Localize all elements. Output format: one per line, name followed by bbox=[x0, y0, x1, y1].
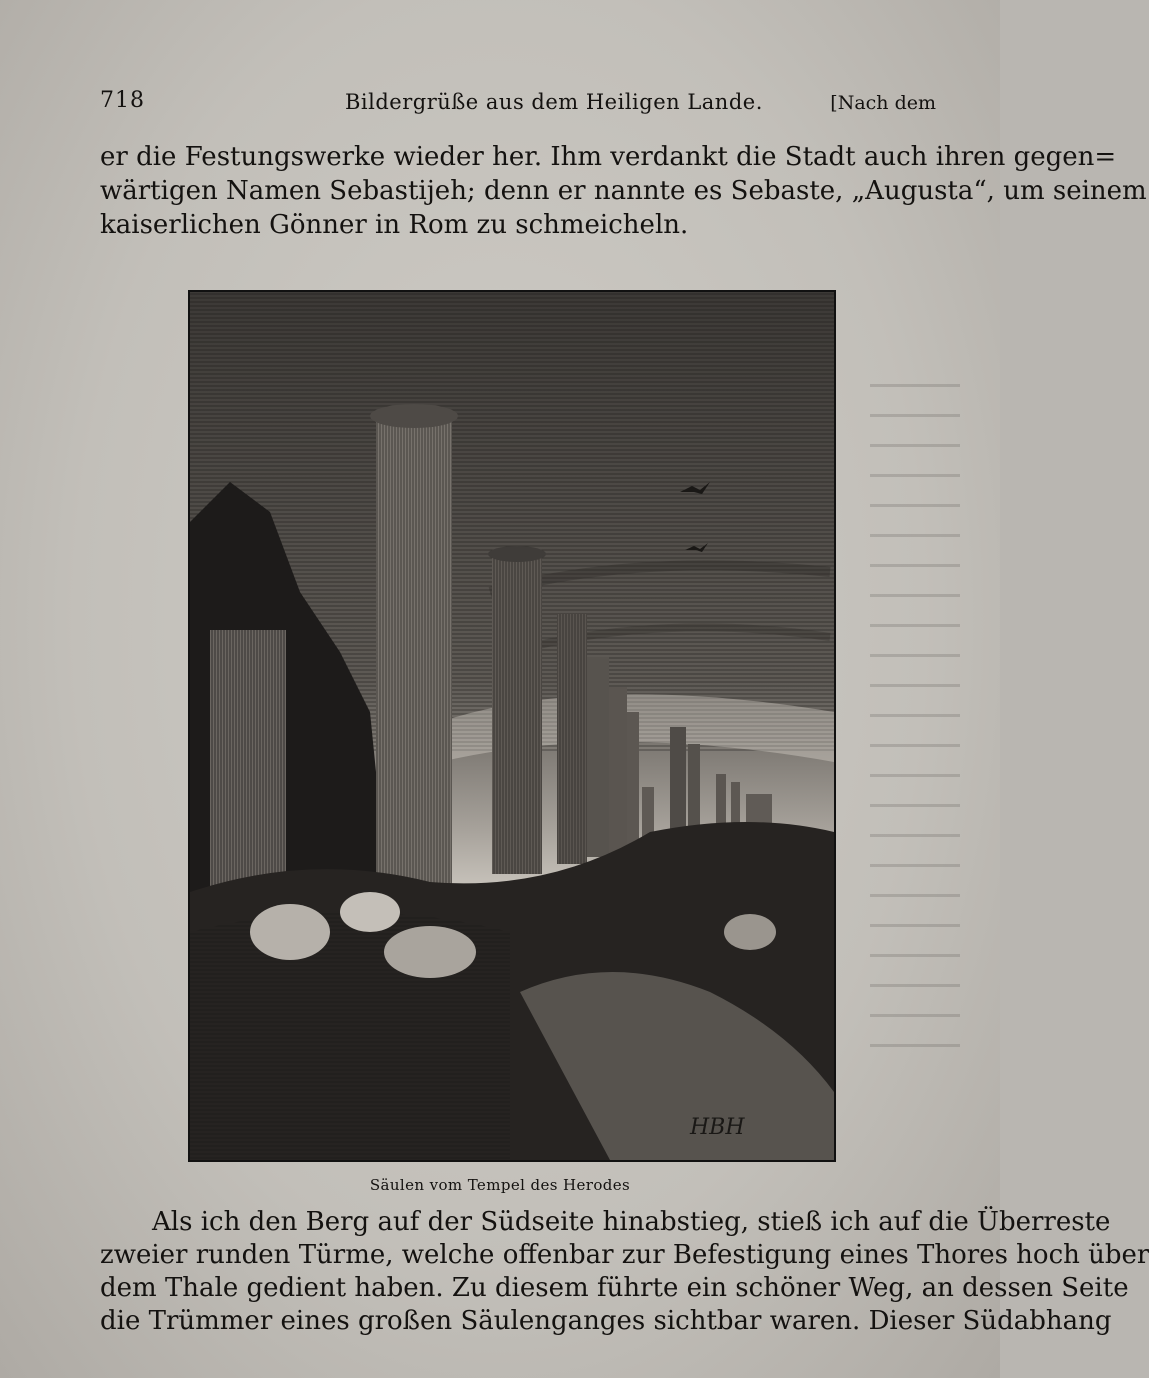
text-line: kaiserlichen Gönner in Rom zu schmeicheln. bbox=[100, 210, 689, 240]
engraving-drawing bbox=[190, 292, 834, 1160]
page-number: 718 bbox=[100, 88, 145, 113]
paragraph-top bbox=[100, 140, 1147, 242]
running-head-right: [Nach dem bbox=[830, 92, 936, 114]
text-line: dem Thale gedient haben. Zu diesem führte ein schöner Weg, an dessen Seite bbox=[100, 1273, 1129, 1303]
text-line: wärtigen Namen Sebastijeh; denn er nannte es Sebaste, „Augusta“, um seinem bbox=[100, 176, 1147, 206]
text-line: die Trümmer eines großen Säulenganges sichtbar waren. Dieser Südabhang bbox=[100, 1306, 1112, 1336]
engraving-illustration bbox=[188, 290, 836, 1162]
paragraph-bottom bbox=[100, 1206, 1149, 1338]
text-line: zweier runden Türme, welche offenbar zur Befestigung eines Thores hoch über bbox=[100, 1240, 1149, 1270]
text-line: er die Festungswerke wieder her. Ihm verdankt die Stadt auch ihren gegen= bbox=[100, 142, 1117, 172]
figure-caption: Säulen vom Tempel des Herodes bbox=[369, 1176, 631, 1194]
running-title: Bildergrüße aus dem Heiligen Lande. bbox=[345, 90, 763, 114]
page-header bbox=[0, 86, 1000, 122]
artist-signature: HBH bbox=[690, 1115, 745, 1140]
text-line: Als ich den Berg auf der Südseite hinabstieg, stieß ich auf die Überreste bbox=[152, 1207, 1111, 1237]
bleed-through-shadow bbox=[870, 360, 960, 1060]
